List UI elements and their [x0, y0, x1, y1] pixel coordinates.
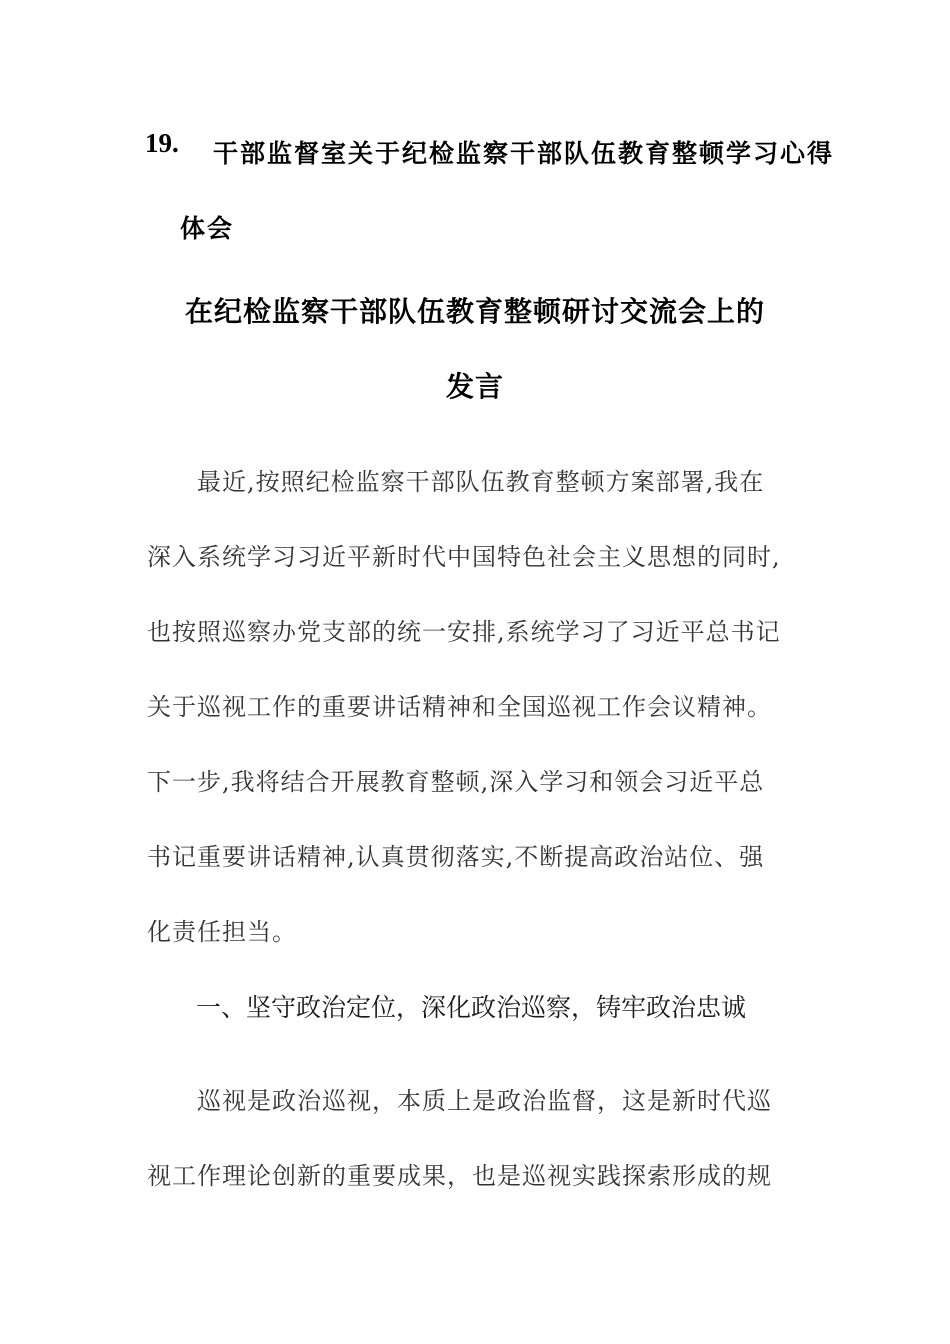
intro-paragraph-line: 化责任担当。 [147, 918, 297, 946]
intro-paragraph-line: 深入系统学习习近平新时代中国特色社会主义思想的同时, [147, 543, 781, 571]
intro-paragraph-line: 关于巡视工作的重要讲话精神和全国巡视工作会议精神。 [147, 693, 772, 721]
section-paragraph-line: 视工作理论创新的重要成果，也是巡视实践探索形成的规 [147, 1162, 772, 1190]
intro-paragraph-line: 下一步,我将结合开展教育整顿,深入学习和领会习近平总 [147, 768, 765, 796]
heading-title-line-1: 干部监督室关于纪检监察干部队伍教育整顿学习心得 [213, 139, 835, 168]
heading-title-line-2: 体会 [180, 214, 235, 243]
speech-title-line-1: 在纪检监察干部队伍教育整顿研讨交流会上的 [184, 295, 765, 328]
intro-paragraph-line: 书记重要讲话精神,认真贯彻落实,不断提高政治站位、强 [147, 843, 765, 871]
intro-paragraph-line: 也按照巡察办党支部的统一安排,系统学习了习近平总书记 [147, 618, 781, 646]
section-paragraph-line: 巡视是政治巡视，本质上是政治监督，这是新时代巡 [197, 1087, 772, 1115]
intro-paragraph-line: 最近,按照纪检监察干部队伍教育整顿方案部署,我在 [197, 468, 765, 496]
heading-number: 19. [145, 128, 179, 158]
section-heading: 一、坚守政治定位，深化政治巡察，铸牢政治忠诚 [196, 993, 747, 1022]
speech-title-line-2: 发言 [445, 370, 504, 403]
